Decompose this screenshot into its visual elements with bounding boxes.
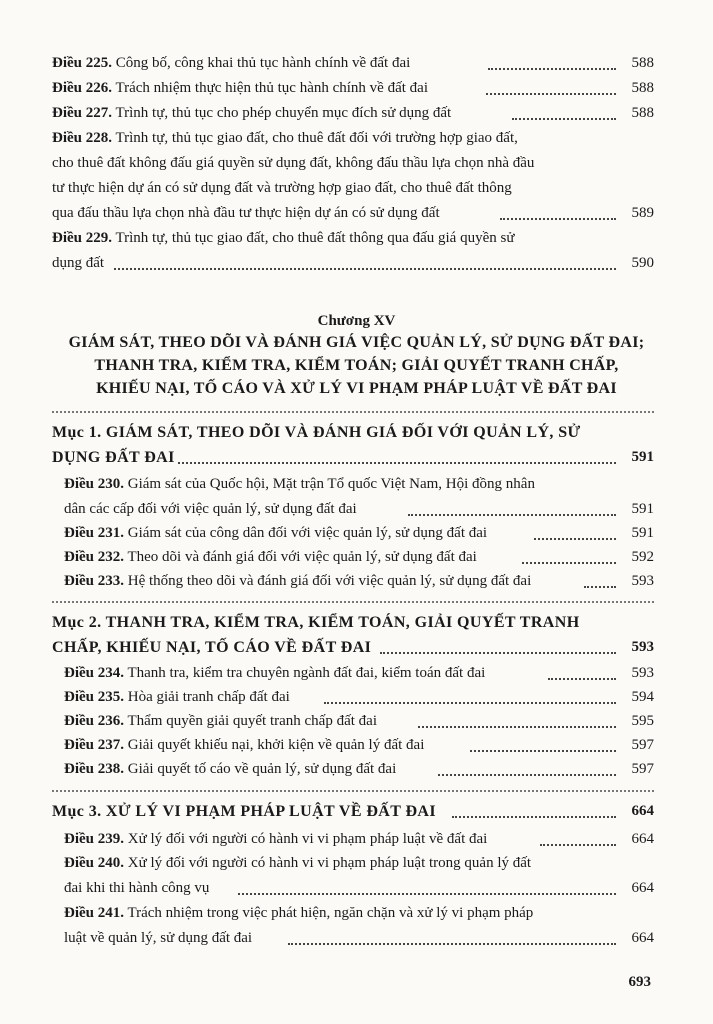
toc-entry-240: Điều 240. Xử lý đối với người có hành vi vi phạm pháp luật trong quản lý đất đai khi thi hành công vụ (64, 855, 532, 896)
page-ref: 593 (631, 573, 654, 589)
leader-dots (488, 68, 616, 70)
chapter-title-line: KHIẾU NẠI, TỐ CÁO VÀ XỬ LÝ VI PHẠM PHÁP LUẬT VỀ ĐẤT ĐAI (96, 380, 617, 397)
leader-dots (486, 93, 616, 95)
toc-entry-239: Điều 239. Xử lý đối với người có hành vi vi phạm pháp luật về đất đai (64, 831, 488, 847)
leader-dots (500, 218, 616, 220)
page-ref: 593 (631, 665, 654, 681)
page-ref: 590 (631, 255, 654, 271)
leader-dots (470, 750, 616, 752)
section-divider (52, 411, 654, 413)
toc-entry-234: Điều 234. Thanh tra, kiểm tra chuyên ngành đất đai, kiểm toán đất đai (64, 665, 486, 681)
toc-entry-228: Điều 228. Trình tự, thủ tục giao đất, cho thuê đất đối với trường hợp giao đất, cho thuê đất không đấu giá quyền sử dụng đất, không đấu thầu lựa chọn nhà đầu tư thực hiện dự án có sử dụng đất và trường hợp giao đất, cho thuê đất thông qua đấu thầu lựa chọn nhà đầu tư thực hiện dự án có sử dụng đất (52, 130, 535, 221)
toc-entry-241: Điều 241. Trách nhiệm trong việc phát hiện, ngăn chặn và xử lý vi phạm pháp luật về quản lý, sử dụng đất đai (64, 905, 534, 946)
section-divider (52, 601, 654, 603)
chapter-title-line: THANH TRA, KIỂM TRA, KIỂM TOÁN; GIẢI QUYẾT TRANH CHẤP, (94, 357, 619, 374)
leader-dots (584, 586, 616, 588)
toc-entry-229: Điều 229. Trình tự, thủ tục giao đất, cho thuê đất thông qua đấu giá quyền sử dụng đất (52, 230, 515, 271)
toc-entry-236: Điều 236. Thẩm quyền giải quyết tranh chấp đất đai (64, 713, 377, 729)
page-ref: 591 (631, 525, 654, 541)
page-number: 693 (628, 974, 651, 990)
page-ref: 597 (631, 737, 654, 753)
page-ref: 664 (631, 831, 654, 847)
page-ref: 664 (631, 803, 654, 819)
leader-dots (380, 652, 616, 654)
leader-dots (548, 678, 616, 680)
page-ref: 592 (631, 549, 654, 565)
page-ref: 591 (631, 501, 654, 517)
leader-dots (540, 844, 616, 846)
leader-dots (418, 726, 616, 728)
page-ref: 588 (631, 80, 654, 96)
toc-entry-233: Điều 233. Hệ thống theo dõi và đánh giá đối với việc quản lý, sử dụng đất đai (64, 573, 532, 589)
page-ref: 664 (631, 880, 654, 896)
chapter-label: Chương XV (317, 313, 396, 329)
section-heading-2: Mục 2. THANH TRA, KIỂM TRA, KIỂM TOÁN, GIẢI QUYẾT TRANH CHẤP, KHIẾU NẠI, TỐ CÁO VỀ ĐẤT ĐAI (52, 614, 580, 656)
toc-entry-231: Điều 231. Giám sát của công dân đối với việc quản lý, sử dụng đất đai (64, 525, 488, 541)
leader-dots (512, 118, 616, 120)
leader-dots (522, 562, 616, 564)
page-ref: 588 (631, 55, 654, 71)
toc-entry-225: Điều 225. Công bố, công khai thủ tục hành chính về đất đai (52, 55, 411, 71)
page-ref: 588 (631, 105, 654, 121)
page-ref: 597 (631, 761, 654, 777)
page-ref: 664 (631, 930, 654, 946)
section-divider (52, 790, 654, 792)
toc-entry-232: Điều 232. Theo dõi và đánh giá đối với việc quản lý, sử dụng đất đai (64, 549, 477, 565)
leader-dots (438, 774, 616, 776)
page-ref: 589 (631, 205, 654, 221)
leader-dots (288, 943, 616, 945)
toc-entry-238: Điều 238. Giải quyết tố cáo về quản lý, sử dụng đất đai (64, 761, 397, 777)
leader-dots (238, 893, 616, 895)
toc-entry-230: Điều 230. Giám sát của Quốc hội, Mặt trận Tổ quốc Việt Nam, Hội đồng nhân dân các cấp đối với việc quản lý, sử dụng đất đai (64, 476, 535, 517)
leader-dots (452, 816, 616, 818)
page-ref: 594 (631, 689, 654, 705)
toc-entry-227: Điều 227. Trình tự, thủ tục cho phép chuyển mục đích sử dụng đất (52, 105, 452, 121)
leader-dots (408, 514, 616, 516)
section-heading-1: Mục 1. GIÁM SÁT, THEO DÕI VÀ ĐÁNH GIÁ ĐỐI VỚI QUẢN LÝ, SỬ DỤNG ĐẤT ĐAI (52, 424, 581, 466)
chapter-title-line: GIÁM SÁT, THEO DÕI VÀ ĐÁNH GIÁ VIỆC QUẢN LÝ, SỬ DỤNG ĐẤT ĐAI; (68, 334, 645, 351)
toc-entry-226: Điều 226. Trách nhiệm thực hiện thủ tục hành chính về đất đai (52, 80, 428, 96)
page-ref: 593 (631, 639, 654, 655)
toc-entry-237: Điều 237. Giải quyết khiếu nại, khởi kiện về quản lý đất đai (64, 737, 425, 753)
section-heading-3: Mục 3. XỬ LÝ VI PHẠM PHÁP LUẬT VỀ ĐẤT ĐAI (52, 803, 436, 820)
leader-dots (534, 538, 616, 540)
leader-dots (114, 268, 616, 270)
page-ref: 595 (631, 713, 654, 729)
leader-dots (178, 462, 616, 464)
leader-dots (324, 702, 616, 704)
toc-entry-235: Điều 235. Hòa giải tranh chấp đất đai (64, 689, 290, 705)
page-ref: 591 (631, 449, 654, 465)
